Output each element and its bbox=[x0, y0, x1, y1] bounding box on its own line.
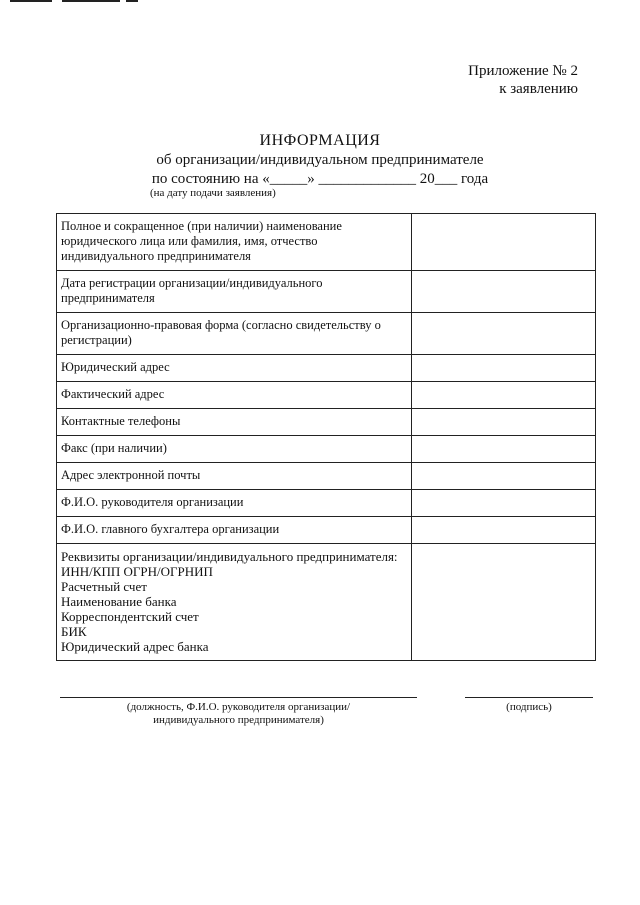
row-label: Дата регистрации организации/индивидуального предпринимателя bbox=[57, 271, 412, 313]
requisites-line: Расчетный счет bbox=[61, 579, 147, 594]
requisites-line: Корреспондентский счет bbox=[61, 609, 199, 624]
table-row bbox=[57, 490, 596, 517]
table-row bbox=[57, 271, 596, 313]
position-note-line-2: индивидуального предпринимателя) bbox=[153, 714, 324, 726]
row-value-field[interactable] bbox=[412, 463, 596, 490]
scan-mark bbox=[62, 0, 120, 2]
date-line: по состоянию на «_____» _____________ 20___ года bbox=[151, 171, 489, 187]
row-value-field[interactable] bbox=[412, 313, 596, 355]
table-row bbox=[57, 313, 596, 355]
table-row bbox=[57, 436, 596, 463]
row-value-field[interactable] bbox=[412, 517, 596, 544]
row-label: Фактический адрес bbox=[57, 382, 412, 409]
row-label: Ф.И.О. главного бухгалтера организации bbox=[57, 517, 412, 544]
requisites-value-field[interactable] bbox=[412, 544, 596, 661]
document-title: ИНФОРМАЦИЯ bbox=[259, 132, 381, 149]
document-subtitle: об организации/индивидуальном предпринимателе bbox=[156, 152, 484, 168]
signature-line[interactable] bbox=[465, 697, 593, 698]
info-table-body bbox=[57, 214, 596, 661]
requisites-line: Юридический адрес банка bbox=[61, 639, 209, 654]
row-label: Факс (при наличии) bbox=[57, 436, 412, 463]
requisites-label bbox=[57, 544, 412, 661]
table-row bbox=[57, 382, 596, 409]
row-value-field[interactable] bbox=[412, 436, 596, 463]
position-signature-line[interactable] bbox=[60, 697, 417, 698]
requisites-line: ИНН/КПП ОГРН/ОГРНИП bbox=[61, 564, 213, 579]
position-note bbox=[60, 701, 417, 727]
scan-mark bbox=[126, 0, 138, 2]
row-label: Контактные телефоны bbox=[57, 409, 412, 436]
requisites-line: Реквизиты организации/индивидуального предпринимателя: bbox=[61, 549, 398, 564]
row-label: Организационно-правовая форма (согласно свидетельству о регистрации) bbox=[57, 313, 412, 355]
requisites-line: Наименование банка bbox=[61, 594, 177, 609]
row-value-field[interactable] bbox=[412, 355, 596, 382]
signature-note: (подпись) bbox=[506, 701, 552, 713]
row-value-field[interactable] bbox=[412, 271, 596, 313]
table-row bbox=[57, 463, 596, 490]
row-label: Ф.И.О. руководителя организации bbox=[57, 490, 412, 517]
table-row bbox=[57, 355, 596, 382]
table-row bbox=[57, 517, 596, 544]
position-note-line-1: (должность, Ф.И.О. руководителя организации/ bbox=[126, 701, 351, 713]
info-table bbox=[56, 213, 596, 661]
scan-mark bbox=[10, 0, 52, 2]
row-value-field[interactable] bbox=[412, 490, 596, 517]
row-value-field[interactable] bbox=[412, 409, 596, 436]
appendix-label bbox=[468, 62, 578, 98]
row-label: Адрес электронной почты bbox=[57, 463, 412, 490]
date-note: (на дату подачи заявления) bbox=[150, 187, 276, 199]
table-row bbox=[57, 214, 596, 271]
requisites-row bbox=[57, 544, 596, 661]
row-value-field[interactable] bbox=[412, 382, 596, 409]
appendix-line-2: к заявлению bbox=[499, 81, 578, 97]
row-label: Полное и сокращенное (при наличии) наименование юридического лица или фамилия, имя, отчество индивидуального предпринимателя bbox=[57, 214, 412, 271]
requisites-line: БИК bbox=[61, 624, 87, 639]
row-value-field[interactable] bbox=[412, 214, 596, 271]
appendix-line-1: Приложение № 2 bbox=[468, 63, 578, 79]
table-row bbox=[57, 409, 596, 436]
row-label: Юридический адрес bbox=[57, 355, 412, 382]
